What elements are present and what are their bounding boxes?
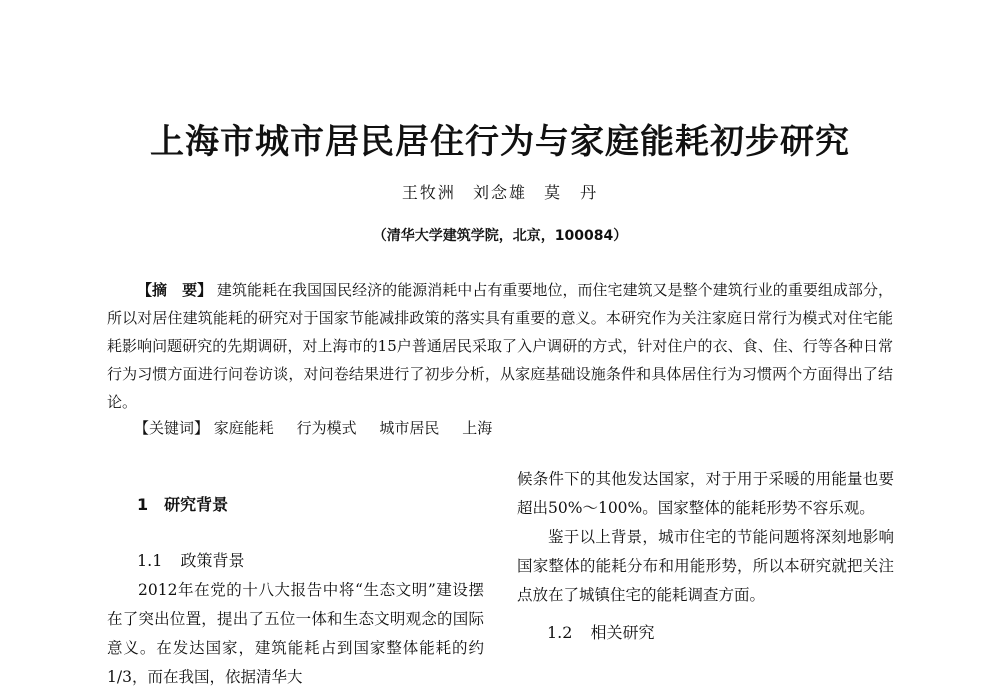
- author-list: [0, 181, 1000, 205]
- author-name: 刘念雄: [472, 183, 527, 202]
- keyword: 城市居民: [379, 419, 440, 437]
- keyword: 家庭能耗: [213, 419, 274, 437]
- section-title: 研究背景: [164, 495, 229, 514]
- body-paragraph: 候条件下的其他发达国家，对于用于采暖的用能量也要超出50%～100%。国家整体的能耗形势不容乐观。: [517, 470, 894, 517]
- section-heading: [137, 490, 484, 520]
- body-paragraph: 2012年在党的十八大报告中将“生态文明”建设摆在了突出位置，提出了五位一体和生态文明观念的国际意义。在发达国家，建筑能耗占到国家整体能耗的约1/3，而在我国，依据清华大: [107, 581, 484, 686]
- keyword: 行为模式: [296, 419, 357, 437]
- subsection-heading: [547, 618, 894, 648]
- author-affiliation: （清华大学建筑学院，北京，100084）: [372, 228, 628, 244]
- body-paragraph: 鉴于以上背景，城市住宅的节能问题将深刻地影响国家整体的能耗分布和用能形势，所以本研究就把关注点放在了城镇住宅的能耗调查方面。: [517, 528, 894, 604]
- paper-title: 上海市城市居民居住行为与家庭能耗初步研究: [150, 122, 850, 162]
- subsection-title: 相关研究: [590, 623, 655, 642]
- subsection-title: 政策背景: [180, 551, 245, 570]
- keyword: 上海: [462, 419, 493, 437]
- right-column: [517, 465, 894, 648]
- author-name: 莫 丹: [544, 183, 599, 202]
- author-name: 王牧洲: [401, 183, 456, 202]
- abstract-label: 【摘 要】: [137, 281, 213, 299]
- section-number: 1: [137, 495, 149, 514]
- abstract-text: 建筑能耗在我国国民经济的能源消耗中占有重要地位，而住宅建筑又是整个建筑行业的重要组成部分，所以对居住建筑能耗的研究对于国家节能减排政策的落实具有重要的意义。本研究作为关注家庭日常行为模式对住宅能耗影响问题研究的先期调研，对上海市的15户普通居民采取了入户调研的方式，针对住户的衣、食、住、行等各种日常行为习惯方面进行问卷访谈，对问卷结果进行了初步分析，从家庭基础设施条件和具体居住行为习惯两个方面得出了结论。: [107, 281, 893, 411]
- subsection-heading: [137, 546, 484, 576]
- abstract-block: [107, 276, 893, 416]
- left-column: [107, 490, 484, 692]
- subsection-number: 1.2: [547, 623, 573, 642]
- subsection-number: 1.1: [137, 551, 163, 570]
- keywords-label: 【关键词】: [134, 419, 210, 437]
- keywords-block: [134, 414, 894, 442]
